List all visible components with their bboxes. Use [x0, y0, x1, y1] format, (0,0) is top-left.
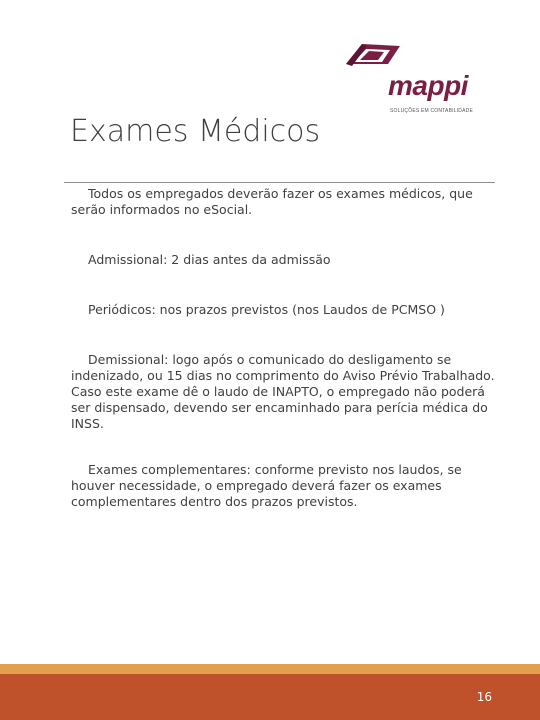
footer-accent-strip	[0, 664, 540, 674]
paragraph-text: Todos os empregados deverão fazer os exames médicos, que serão informados no eSocial.	[71, 186, 473, 217]
paragraph-admissional	[71, 252, 499, 268]
logo-tagline: SOLUÇÕES EM CONTABILIDADE	[390, 108, 473, 114]
page-number: 16	[476, 690, 492, 704]
paragraph-label: Demissional:	[88, 352, 169, 367]
paragraph-text: nos prazos previstos (nos Laudos de PCMSO )	[155, 302, 445, 317]
paragraph-label: Admissional:	[88, 252, 168, 267]
paragraph-demissional	[71, 352, 499, 432]
company-logo	[340, 38, 473, 118]
paragraph-intro	[71, 186, 499, 218]
slide-title: Exames Médicos	[70, 114, 321, 149]
paragraph-text: 2 dias antes da admissão	[167, 252, 331, 267]
title-divider	[64, 182, 495, 183]
paragraph-complementares	[71, 462, 499, 510]
paragraph-text: logo após o comunicado do desligamento se indenizado, ou 15 dias no comprimento do Aviso Prévio Trabalhado. Caso este exame dê o laudo de INAPTO, o empregado não poderá ser dispensado, devendo ser encaminhado para perícia médica do INSS.	[71, 352, 495, 431]
slide-body	[71, 186, 499, 510]
logo-wordmark: mappi	[388, 70, 468, 101]
paragraph-label: Exames complementares:	[88, 462, 251, 477]
paragraph-periodicos	[71, 302, 499, 318]
paragraph-label: Periódicos:	[88, 302, 156, 317]
paragraph-text: conforme previsto nos laudos, se houver necessidade, o empregado deverá fazer os exames complementares dentro dos prazos previstos.	[71, 462, 462, 509]
footer-bar	[0, 674, 540, 720]
